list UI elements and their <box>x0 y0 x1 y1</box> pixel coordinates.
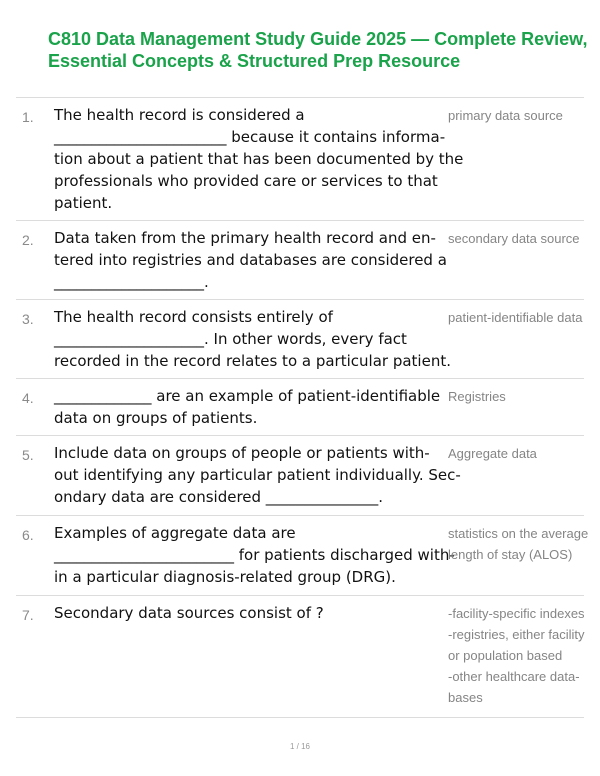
answer-text-line: -registries, either facility <box>448 627 585 642</box>
question-text-line: _____________ are an example of patient-identifiable <box>54 387 441 405</box>
question-text <box>54 227 446 293</box>
document-title-line-1: C810 Data Management Study Guide 2025 — Complete Review, <box>48 29 588 49</box>
answer-text-line: bases <box>448 690 483 705</box>
answer-text-line: secondary data source <box>448 231 580 246</box>
question-row-1 <box>16 98 584 221</box>
answer-text-line: statistics on the average <box>448 526 589 541</box>
question-list <box>16 97 589 718</box>
question-text <box>54 104 464 214</box>
answer-text-line: -facility-specific indexes <box>448 606 585 621</box>
question-number: 3. <box>22 311 34 327</box>
question-text-line: Data taken from the primary health record and en- <box>54 229 436 247</box>
question-number: 4. <box>22 390 34 406</box>
answer-text-line: or population based <box>448 648 563 663</box>
answer-text-line: Aggregate data <box>448 446 537 461</box>
question-text-line: The health record is considered a <box>54 106 305 124</box>
answer-text <box>448 386 584 407</box>
question-text <box>54 385 446 429</box>
question-row-2 <box>16 221 584 300</box>
question-text-line: tion about a patient that has been documented by the <box>54 150 464 168</box>
answer-text <box>448 443 584 464</box>
question-text-line: ________________________ for patients discharged with- <box>54 546 455 564</box>
question-text-line: tered into registries and databases are considered a <box>54 251 447 269</box>
answer-text-line: -other healthcare data- <box>448 669 580 684</box>
question-number: 1. <box>22 109 34 125</box>
document-title <box>48 28 588 72</box>
answer-text <box>448 523 589 565</box>
answer-text-line: patient-identifiable data <box>448 310 583 325</box>
answer-text <box>448 105 584 126</box>
answer-text <box>448 603 584 708</box>
question-row-6 <box>16 516 589 596</box>
question-text-line: ondary data are considered _______________. <box>54 488 384 506</box>
question-text-line: ____________________. In other words, every fact <box>54 330 407 348</box>
question-text-line: The health record consists entirely of <box>54 308 333 326</box>
question-text-line: Secondary data sources consist of ? <box>54 604 324 622</box>
answer-text-line: length of stay (ALOS) <box>448 547 573 562</box>
question-text-line: data on groups of patients. <box>54 409 258 427</box>
question-text <box>54 522 455 588</box>
question-text-line: out identifying any particular patient individually. Sec- <box>54 466 461 484</box>
page-number: 1 / 16 <box>289 742 310 751</box>
question-row-5 <box>16 436 584 516</box>
question-text-line: professionals who provided care or services to that <box>54 172 438 190</box>
question-row-4 <box>16 379 584 436</box>
question-text-line: patient. <box>54 194 113 212</box>
question-number: 6. <box>22 527 34 543</box>
question-text-line: Examples of aggregate data are <box>54 524 296 542</box>
question-text-line: in a particular diagnosis-related group (DRG). <box>54 568 396 586</box>
question-text-line: Include data on groups of people or patients with- <box>54 444 430 462</box>
answer-text-line: Registries <box>448 389 506 404</box>
question-row-3 <box>16 300 584 379</box>
answer-text <box>448 228 584 249</box>
question-number: 5. <box>22 447 34 463</box>
question-text <box>54 306 451 372</box>
question-text-line: _______________________ because it contains informa- <box>54 128 446 146</box>
question-row-7 <box>16 596 584 718</box>
question-text <box>54 602 446 624</box>
question-number: 2. <box>22 232 34 248</box>
question-text <box>54 442 461 508</box>
question-number: 7. <box>22 607 34 623</box>
question-text-line: ____________________. <box>54 273 209 291</box>
answer-text-line: primary data source <box>448 108 563 123</box>
question-text-line: recorded in the record relates to a particular patient. <box>54 352 451 370</box>
document-title-line-2: Essential Concepts & Structured Prep Resource <box>48 51 461 71</box>
answer-text <box>448 307 584 328</box>
